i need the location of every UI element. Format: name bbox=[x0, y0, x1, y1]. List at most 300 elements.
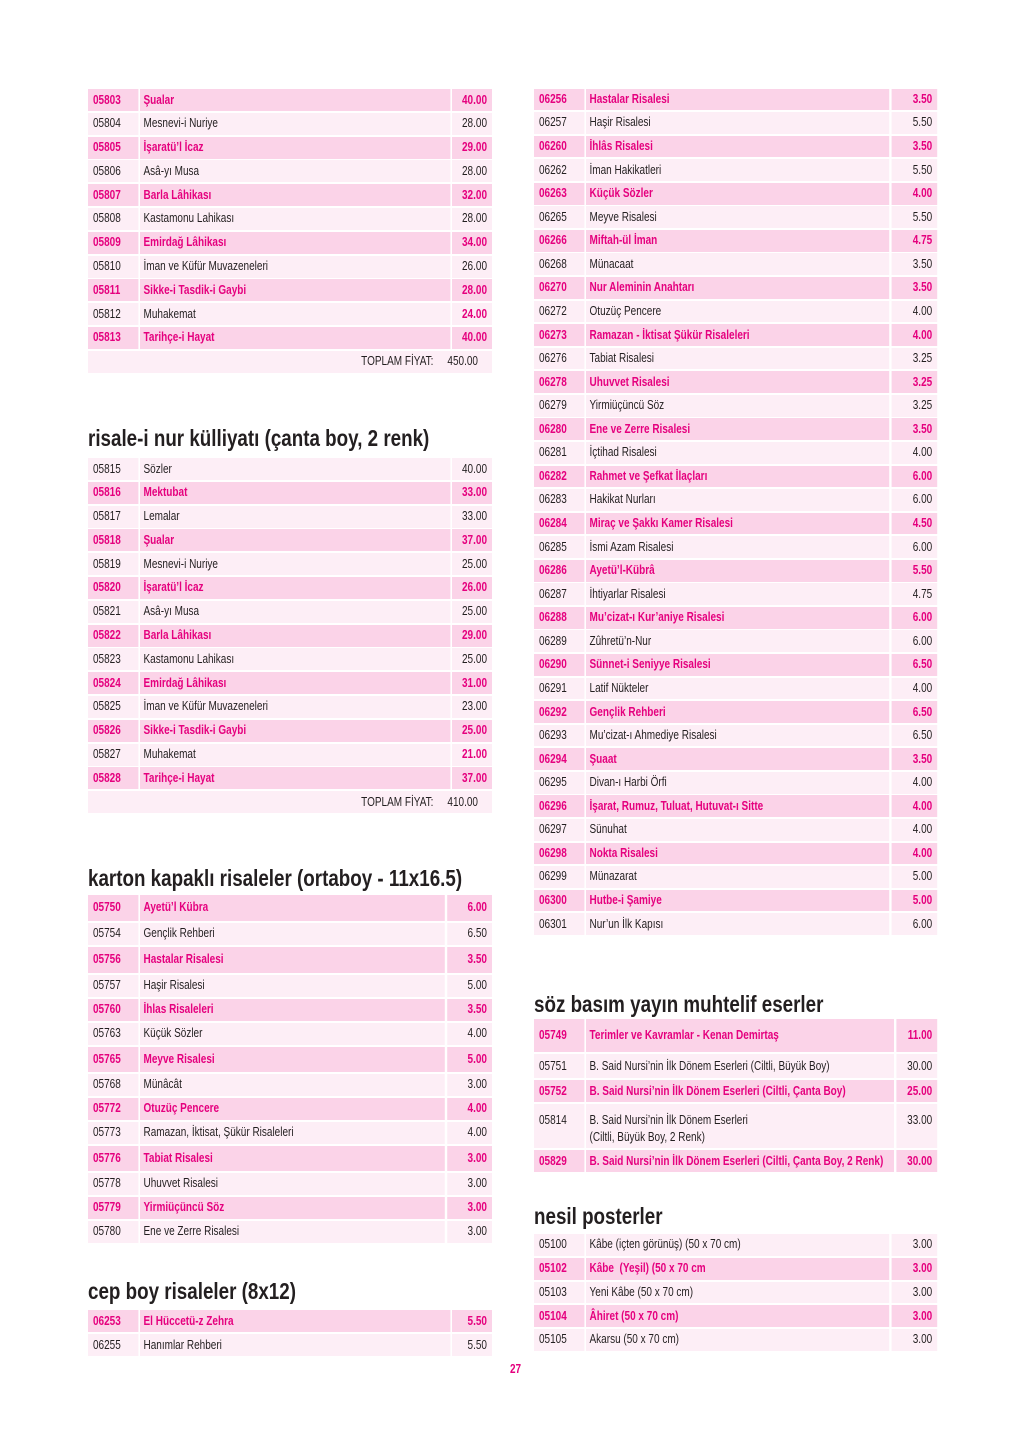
item-title: Gençlik Rehberi bbox=[140, 923, 445, 945]
table-row bbox=[534, 1080, 937, 1104]
item-title: İhlâs Risalesi bbox=[586, 136, 889, 158]
item-price: 4.00 bbox=[891, 442, 937, 464]
item-title: Münacaat bbox=[586, 253, 889, 275]
table-row bbox=[88, 256, 492, 280]
table-row bbox=[88, 1098, 492, 1122]
item-price: 30.00 bbox=[896, 1150, 937, 1172]
item-code: 05829 bbox=[534, 1150, 584, 1172]
item-title: İhtiyarlar Risalesi bbox=[586, 583, 889, 605]
item-title: Şualar bbox=[140, 89, 450, 111]
table-row bbox=[88, 1023, 492, 1047]
item-code: 06301 bbox=[534, 913, 584, 935]
table-row bbox=[534, 1150, 937, 1174]
table-row bbox=[534, 253, 937, 277]
item-code: 05812 bbox=[88, 303, 138, 325]
item-title: Tabiat Risalesi bbox=[586, 348, 889, 370]
item-price: 3.25 bbox=[891, 395, 937, 417]
item-code: 05820 bbox=[88, 577, 138, 599]
item-code: 05824 bbox=[88, 672, 138, 694]
item-price: 25.00 bbox=[452, 553, 492, 575]
item-price: 6.00 bbox=[891, 489, 937, 511]
item-price: 6.00 bbox=[891, 466, 937, 488]
table-row bbox=[534, 1019, 937, 1054]
item-title: Emirdağ Lâhikası bbox=[140, 672, 450, 694]
item-title: Ene ve Zerre Risalesi bbox=[586, 418, 889, 440]
item-price: 34.00 bbox=[452, 232, 492, 254]
item-code: 06279 bbox=[534, 395, 584, 417]
total-value: 410.00 bbox=[447, 794, 478, 809]
table-row bbox=[534, 466, 937, 490]
item-title: Mu’cizat-ı Ahmediye Risalesi bbox=[586, 725, 889, 747]
item-code: 06292 bbox=[534, 701, 584, 723]
item-title: İşarat, Rumuz, Tuluat, Hutuvat-ı Sitte bbox=[586, 795, 889, 817]
table-row bbox=[534, 1258, 937, 1282]
item-price: 3.50 bbox=[891, 418, 937, 440]
item-price: 37.00 bbox=[452, 767, 492, 789]
table-row bbox=[534, 795, 937, 819]
item-title: Gençlik Rehberi bbox=[586, 701, 889, 723]
item-code: 06266 bbox=[534, 230, 584, 252]
table-row bbox=[534, 159, 937, 183]
table-row bbox=[534, 371, 937, 395]
item-code: 06265 bbox=[534, 206, 584, 228]
table-row bbox=[534, 89, 937, 113]
table-row bbox=[88, 303, 492, 327]
table-row bbox=[534, 890, 937, 914]
item-code: 06273 bbox=[534, 324, 584, 346]
item-code: 05814 bbox=[534, 1104, 584, 1148]
item-price: 21.00 bbox=[452, 744, 492, 766]
item-title: Münâcât bbox=[140, 1074, 445, 1096]
total-label: TOPLAM FİYAT: bbox=[361, 354, 434, 369]
item-code: 06299 bbox=[534, 866, 584, 888]
item-code: 06256 bbox=[534, 89, 584, 111]
item-price: 3.00 bbox=[891, 1282, 937, 1304]
item-price: 6.00 bbox=[891, 536, 937, 558]
item-title: Otuzüç Pencere bbox=[586, 301, 889, 323]
item-title: Hutbe-i Şamiye bbox=[586, 890, 889, 912]
item-code: 06280 bbox=[534, 418, 584, 440]
item-price: 3.50 bbox=[447, 947, 492, 973]
item-price: 3.00 bbox=[891, 1234, 937, 1256]
item-code: 05765 bbox=[88, 1047, 138, 1072]
item-price: 5.50 bbox=[891, 159, 937, 181]
item-code: 05816 bbox=[88, 482, 138, 504]
table-row bbox=[88, 625, 492, 649]
item-price: 25.00 bbox=[896, 1080, 937, 1102]
item-title: Meyve Risalesi bbox=[140, 1047, 445, 1072]
table-row bbox=[534, 395, 937, 419]
item-code: 05105 bbox=[534, 1329, 584, 1351]
table-row bbox=[88, 1047, 492, 1074]
table-row bbox=[534, 654, 937, 678]
table-row bbox=[88, 947, 492, 975]
item-price: 31.00 bbox=[452, 672, 492, 694]
table-row bbox=[534, 678, 937, 702]
item-code: 05826 bbox=[88, 720, 138, 742]
item-title: Tarihçe-i Hayat bbox=[140, 327, 450, 349]
table-row bbox=[88, 696, 492, 720]
item-title: Latif Nükteler bbox=[586, 678, 889, 700]
table-row bbox=[534, 913, 937, 937]
table-row bbox=[534, 701, 937, 725]
item-code: 05756 bbox=[88, 947, 138, 973]
item-price: 33.00 bbox=[896, 1104, 937, 1148]
item-title: Kastamonu Lahikası bbox=[140, 208, 450, 230]
table-row bbox=[534, 1329, 937, 1353]
item-price: 4.00 bbox=[891, 324, 937, 346]
price-table-cep-boy-continued bbox=[534, 89, 937, 937]
section-title-cep-boy: cep boy risaleler (8x12) bbox=[88, 1278, 296, 1304]
item-price: 25.00 bbox=[452, 601, 492, 623]
item-price: 4.00 bbox=[447, 1098, 492, 1120]
item-price: 4.00 bbox=[891, 183, 937, 205]
item-price: 25.00 bbox=[452, 720, 492, 742]
table-row bbox=[534, 348, 937, 372]
item-code: 05804 bbox=[88, 113, 138, 135]
item-code: 06263 bbox=[534, 183, 584, 205]
item-price: 3.00 bbox=[891, 1305, 937, 1327]
right-column bbox=[534, 0, 937, 1448]
item-title: Akarsu (50 x 70 cm) bbox=[586, 1329, 889, 1351]
total-row bbox=[88, 351, 492, 375]
item-price: 3.50 bbox=[891, 253, 937, 275]
item-code: 05751 bbox=[534, 1054, 584, 1078]
item-price: 6.50 bbox=[891, 654, 937, 676]
item-title: Haşir Risalesi bbox=[140, 975, 445, 997]
item-code: 06288 bbox=[534, 607, 584, 629]
table-row bbox=[534, 324, 937, 348]
price-table-risale-list bbox=[88, 89, 492, 375]
item-price: 3.50 bbox=[891, 136, 937, 158]
table-row bbox=[88, 1334, 492, 1358]
table-row bbox=[88, 648, 492, 672]
item-code: 05100 bbox=[534, 1234, 584, 1256]
table-row bbox=[88, 601, 492, 625]
item-title: Mesnevi-i Nuriye bbox=[140, 113, 450, 135]
item-code: 05750 bbox=[88, 895, 138, 921]
item-title: Ene ve Zerre Risalesi bbox=[140, 1221, 445, 1243]
item-title: Asâ-yı Musa bbox=[140, 160, 450, 182]
item-price: 26.00 bbox=[452, 256, 492, 278]
item-price: 40.00 bbox=[452, 327, 492, 349]
item-price: 3.00 bbox=[447, 1146, 492, 1171]
item-title: Kâbe (içten görünüş) (50 x 70 cm) bbox=[586, 1234, 889, 1256]
item-price: 4.00 bbox=[891, 819, 937, 841]
item-code: 05778 bbox=[88, 1173, 138, 1195]
item-price: 28.00 bbox=[452, 113, 492, 135]
item-code: 05810 bbox=[88, 256, 138, 278]
table-row bbox=[88, 672, 492, 696]
item-title: B. Said Nursi’nin İlk Dönem Eserleri (Ciltli, Çanta Boy, 2 Renk) bbox=[586, 1150, 894, 1172]
item-price: 28.00 bbox=[452, 160, 492, 182]
item-code: 06268 bbox=[534, 253, 584, 275]
price-table-soz-basim bbox=[534, 1019, 937, 1174]
item-price: 40.00 bbox=[452, 89, 492, 111]
item-price: 5.00 bbox=[447, 1047, 492, 1072]
item-price: 4.00 bbox=[891, 678, 937, 700]
item-title: Barla Lâhikası bbox=[140, 184, 450, 206]
item-price: 4.75 bbox=[891, 583, 937, 605]
item-price: 6.00 bbox=[891, 607, 937, 629]
item-title: Sünnet-i Seniyye Risalesi bbox=[586, 654, 889, 676]
item-code: 06281 bbox=[534, 442, 584, 464]
item-code: 05779 bbox=[88, 1197, 138, 1219]
item-title: Barla Lâhikası bbox=[140, 625, 450, 647]
item-code: 05102 bbox=[534, 1258, 584, 1280]
table-row bbox=[88, 89, 492, 113]
table-row bbox=[88, 1173, 492, 1197]
total-row bbox=[88, 791, 492, 815]
item-code: 05806 bbox=[88, 160, 138, 182]
table-row bbox=[534, 418, 937, 442]
item-title: Hastalar Risalesi bbox=[586, 89, 889, 111]
item-price: 24.00 bbox=[452, 303, 492, 325]
total-box bbox=[88, 791, 492, 813]
item-code: 05805 bbox=[88, 137, 138, 159]
item-price: 4.75 bbox=[891, 230, 937, 252]
item-title: Rahmet ve Şefkat İlaçları bbox=[586, 466, 889, 488]
table-row bbox=[534, 442, 937, 466]
item-title: Haşir Risalesi bbox=[586, 112, 889, 134]
item-title: Uhuvvet Risalesi bbox=[586, 371, 889, 393]
price-table-canta-boy bbox=[88, 458, 492, 815]
table-row bbox=[88, 553, 492, 577]
item-price: 3.50 bbox=[891, 277, 937, 299]
item-code: 06260 bbox=[534, 136, 584, 158]
item-title: Âhiret (50 x 70 cm) bbox=[586, 1305, 889, 1327]
item-price: 6.00 bbox=[891, 630, 937, 652]
table-row bbox=[88, 1074, 492, 1098]
table-row bbox=[534, 583, 937, 607]
item-code: 05823 bbox=[88, 648, 138, 670]
item-title: Sikke-i Tasdik-i Gaybi bbox=[140, 279, 450, 301]
table-row bbox=[88, 923, 492, 947]
item-price: 3.25 bbox=[891, 348, 937, 370]
item-title: Kastamonu Lahikası bbox=[140, 648, 450, 670]
item-code: 06286 bbox=[534, 560, 584, 582]
item-title: Sözler bbox=[140, 458, 450, 480]
item-price: 33.00 bbox=[452, 506, 492, 528]
item-price: 26.00 bbox=[452, 577, 492, 599]
table-row bbox=[88, 1146, 492, 1173]
item-title: İman Hakikatleri bbox=[586, 159, 889, 181]
item-code: 05763 bbox=[88, 1023, 138, 1045]
item-title: B. Said Nursi’nin İlk Dönem Eserleri (Ciltli, Çanta Boy) bbox=[586, 1080, 894, 1102]
table-row bbox=[88, 482, 492, 506]
table-row bbox=[534, 1282, 937, 1306]
item-code: 06283 bbox=[534, 489, 584, 511]
item-title: İşaratü’l İcaz bbox=[140, 137, 450, 159]
item-code: 05754 bbox=[88, 923, 138, 945]
item-title: Nur Aleminin Anahtarı bbox=[586, 277, 889, 299]
item-code: 05817 bbox=[88, 506, 138, 528]
table-row bbox=[88, 184, 492, 208]
table-row bbox=[534, 183, 937, 207]
page-number: 27 bbox=[510, 1362, 522, 1376]
item-code: 06276 bbox=[534, 348, 584, 370]
item-title: Tarihçe-i Hayat bbox=[140, 767, 450, 789]
item-title: Sikke-i Tasdik-i Gaybi bbox=[140, 720, 450, 742]
item-code: 06294 bbox=[534, 748, 584, 770]
item-price: 3.00 bbox=[447, 1074, 492, 1096]
item-code: 05815 bbox=[88, 458, 138, 480]
item-title: Muhakemat bbox=[140, 303, 450, 325]
item-title: Lemalar bbox=[140, 506, 450, 528]
item-code: 05768 bbox=[88, 1074, 138, 1096]
section-title-karton-kapakli: karton kapaklı risaleler (ortaboy - 11x16.5) bbox=[88, 865, 463, 891]
item-code: 05813 bbox=[88, 327, 138, 349]
table-row bbox=[88, 232, 492, 256]
item-price: 40.00 bbox=[452, 458, 492, 480]
item-title: B. Said Nursi’nin İlk Dönem Eserleri (Ciltli, Büyük Boy) bbox=[586, 1054, 894, 1078]
table-row bbox=[88, 577, 492, 601]
item-code: 05104 bbox=[534, 1305, 584, 1327]
section-title-soz-basim: söz basım yayın muhtelif eserler bbox=[534, 991, 824, 1017]
item-code: 06253 bbox=[88, 1310, 138, 1332]
item-title: Nokta Risalesi bbox=[586, 843, 889, 865]
item-price: 4.00 bbox=[447, 1122, 492, 1144]
item-price: 6.50 bbox=[447, 923, 492, 945]
item-title: Miftah-ül İman bbox=[586, 230, 889, 252]
table-row bbox=[88, 1221, 492, 1245]
item-price: 4.50 bbox=[891, 513, 937, 535]
table-row bbox=[88, 137, 492, 161]
item-price: 4.00 bbox=[891, 843, 937, 865]
price-table-cep-boy bbox=[88, 1310, 492, 1358]
item-code: 05103 bbox=[534, 1282, 584, 1304]
item-price: 25.00 bbox=[452, 648, 492, 670]
price-table-karton-kapakli bbox=[88, 895, 492, 1245]
item-price: 33.00 bbox=[452, 482, 492, 504]
item-code: 05828 bbox=[88, 767, 138, 789]
table-row bbox=[534, 112, 937, 136]
item-title: Emirdağ Lâhikası bbox=[140, 232, 450, 254]
item-title: Asâ-yı Musa bbox=[140, 601, 450, 623]
item-code: 06278 bbox=[534, 371, 584, 393]
item-price: 30.00 bbox=[896, 1054, 937, 1078]
item-code: 06298 bbox=[534, 843, 584, 865]
item-title: Meyve Risalesi bbox=[586, 206, 889, 228]
item-code: 05808 bbox=[88, 208, 138, 230]
table-row bbox=[534, 1305, 937, 1329]
item-title: İhlas Risaleleri bbox=[140, 999, 445, 1021]
item-title: Yeni Kâbe (50 x 70 cm) bbox=[586, 1282, 889, 1304]
total-label: TOPLAM FİYAT: bbox=[361, 794, 434, 809]
item-code: 05807 bbox=[88, 184, 138, 206]
item-title: Uhuvvet Risalesi bbox=[140, 1173, 445, 1195]
table-row bbox=[534, 1104, 937, 1150]
item-price: 4.00 bbox=[891, 772, 937, 794]
item-title: Mu’cizat-ı Kur’aniye Risalesi bbox=[586, 607, 889, 629]
table-row bbox=[534, 136, 937, 160]
item-title: Terimler ve Kavramlar - Kenan Demirtaş bbox=[586, 1019, 894, 1052]
item-title: Küçük Sözler bbox=[140, 1023, 445, 1045]
item-price: 5.50 bbox=[891, 206, 937, 228]
table-row bbox=[88, 1197, 492, 1221]
table-row bbox=[88, 895, 492, 923]
item-price: 3.00 bbox=[447, 1221, 492, 1243]
item-code: 06295 bbox=[534, 772, 584, 794]
table-row bbox=[534, 1054, 937, 1080]
item-price: 3.00 bbox=[891, 1329, 937, 1351]
item-code: 05825 bbox=[88, 696, 138, 718]
item-price: 28.00 bbox=[452, 279, 492, 301]
item-price: 4.00 bbox=[891, 795, 937, 817]
item-title: Ramazan - İktisat Şükür Risaleleri bbox=[586, 324, 889, 346]
item-price: 3.50 bbox=[447, 999, 492, 1021]
item-code: 06282 bbox=[534, 466, 584, 488]
table-row bbox=[88, 999, 492, 1023]
item-code: 05811 bbox=[88, 279, 138, 301]
table-row bbox=[534, 489, 937, 513]
item-code: 05827 bbox=[88, 744, 138, 766]
item-title: Zûhretü’n-Nur bbox=[586, 630, 889, 652]
item-code: 06291 bbox=[534, 678, 584, 700]
table-row bbox=[88, 279, 492, 303]
table-row bbox=[534, 230, 937, 254]
table-row bbox=[534, 819, 937, 843]
table-row bbox=[534, 206, 937, 230]
item-title: Şuaat bbox=[586, 748, 889, 770]
item-title: Ramazan, İktisat, Şükür Risaleleri bbox=[140, 1122, 445, 1144]
table-row bbox=[88, 720, 492, 744]
item-price: 11.00 bbox=[896, 1019, 937, 1052]
item-code: 06272 bbox=[534, 301, 584, 323]
table-row bbox=[88, 767, 492, 791]
item-price: 6.00 bbox=[447, 895, 492, 921]
table-row bbox=[534, 536, 937, 560]
item-price: 5.00 bbox=[891, 866, 937, 888]
table-row bbox=[88, 1122, 492, 1146]
item-title: Hastalar Risalesi bbox=[140, 947, 445, 973]
item-price: 3.00 bbox=[447, 1197, 492, 1219]
item-code: 05749 bbox=[534, 1019, 584, 1052]
item-code: 05821 bbox=[88, 601, 138, 623]
item-code: 06270 bbox=[534, 277, 584, 299]
section-title-canta-boy: risale-i nur külliyatı (çanta boy, 2 renk) bbox=[88, 425, 430, 451]
table-row bbox=[534, 866, 937, 890]
item-price: 3.50 bbox=[891, 748, 937, 770]
item-code: 05818 bbox=[88, 529, 138, 551]
item-price: 28.00 bbox=[452, 208, 492, 230]
item-title: Ayetü’l Kübra bbox=[140, 895, 445, 921]
table-row bbox=[534, 748, 937, 772]
item-title: Divan-ı Harbi Örfi bbox=[586, 772, 889, 794]
table-row bbox=[88, 975, 492, 999]
item-price: 3.25 bbox=[891, 371, 937, 393]
item-title: İsmi Azam Risalesi bbox=[586, 536, 889, 558]
item-price: 23.00 bbox=[452, 696, 492, 718]
item-code: 06255 bbox=[88, 1334, 138, 1356]
item-code: 06290 bbox=[534, 654, 584, 676]
table-row bbox=[88, 113, 492, 137]
item-code: 05803 bbox=[88, 89, 138, 111]
table-row bbox=[534, 1234, 937, 1258]
item-title: El Hüccetü-z Zehra bbox=[140, 1310, 450, 1332]
item-code: 05773 bbox=[88, 1122, 138, 1144]
item-title: Muhakemat bbox=[140, 744, 450, 766]
item-title: Mesnevi-i Nuriye bbox=[140, 553, 450, 575]
item-title: İçtihad Risalesi bbox=[586, 442, 889, 464]
section-title-nesil-posterler: nesil posterler bbox=[534, 1203, 663, 1229]
item-title: Yirmiüçüncü Söz bbox=[140, 1197, 445, 1219]
item-code: 05776 bbox=[88, 1146, 138, 1171]
item-code: 05809 bbox=[88, 232, 138, 254]
item-code: 06289 bbox=[534, 630, 584, 652]
item-price: 4.00 bbox=[891, 301, 937, 323]
item-price: 29.00 bbox=[452, 625, 492, 647]
